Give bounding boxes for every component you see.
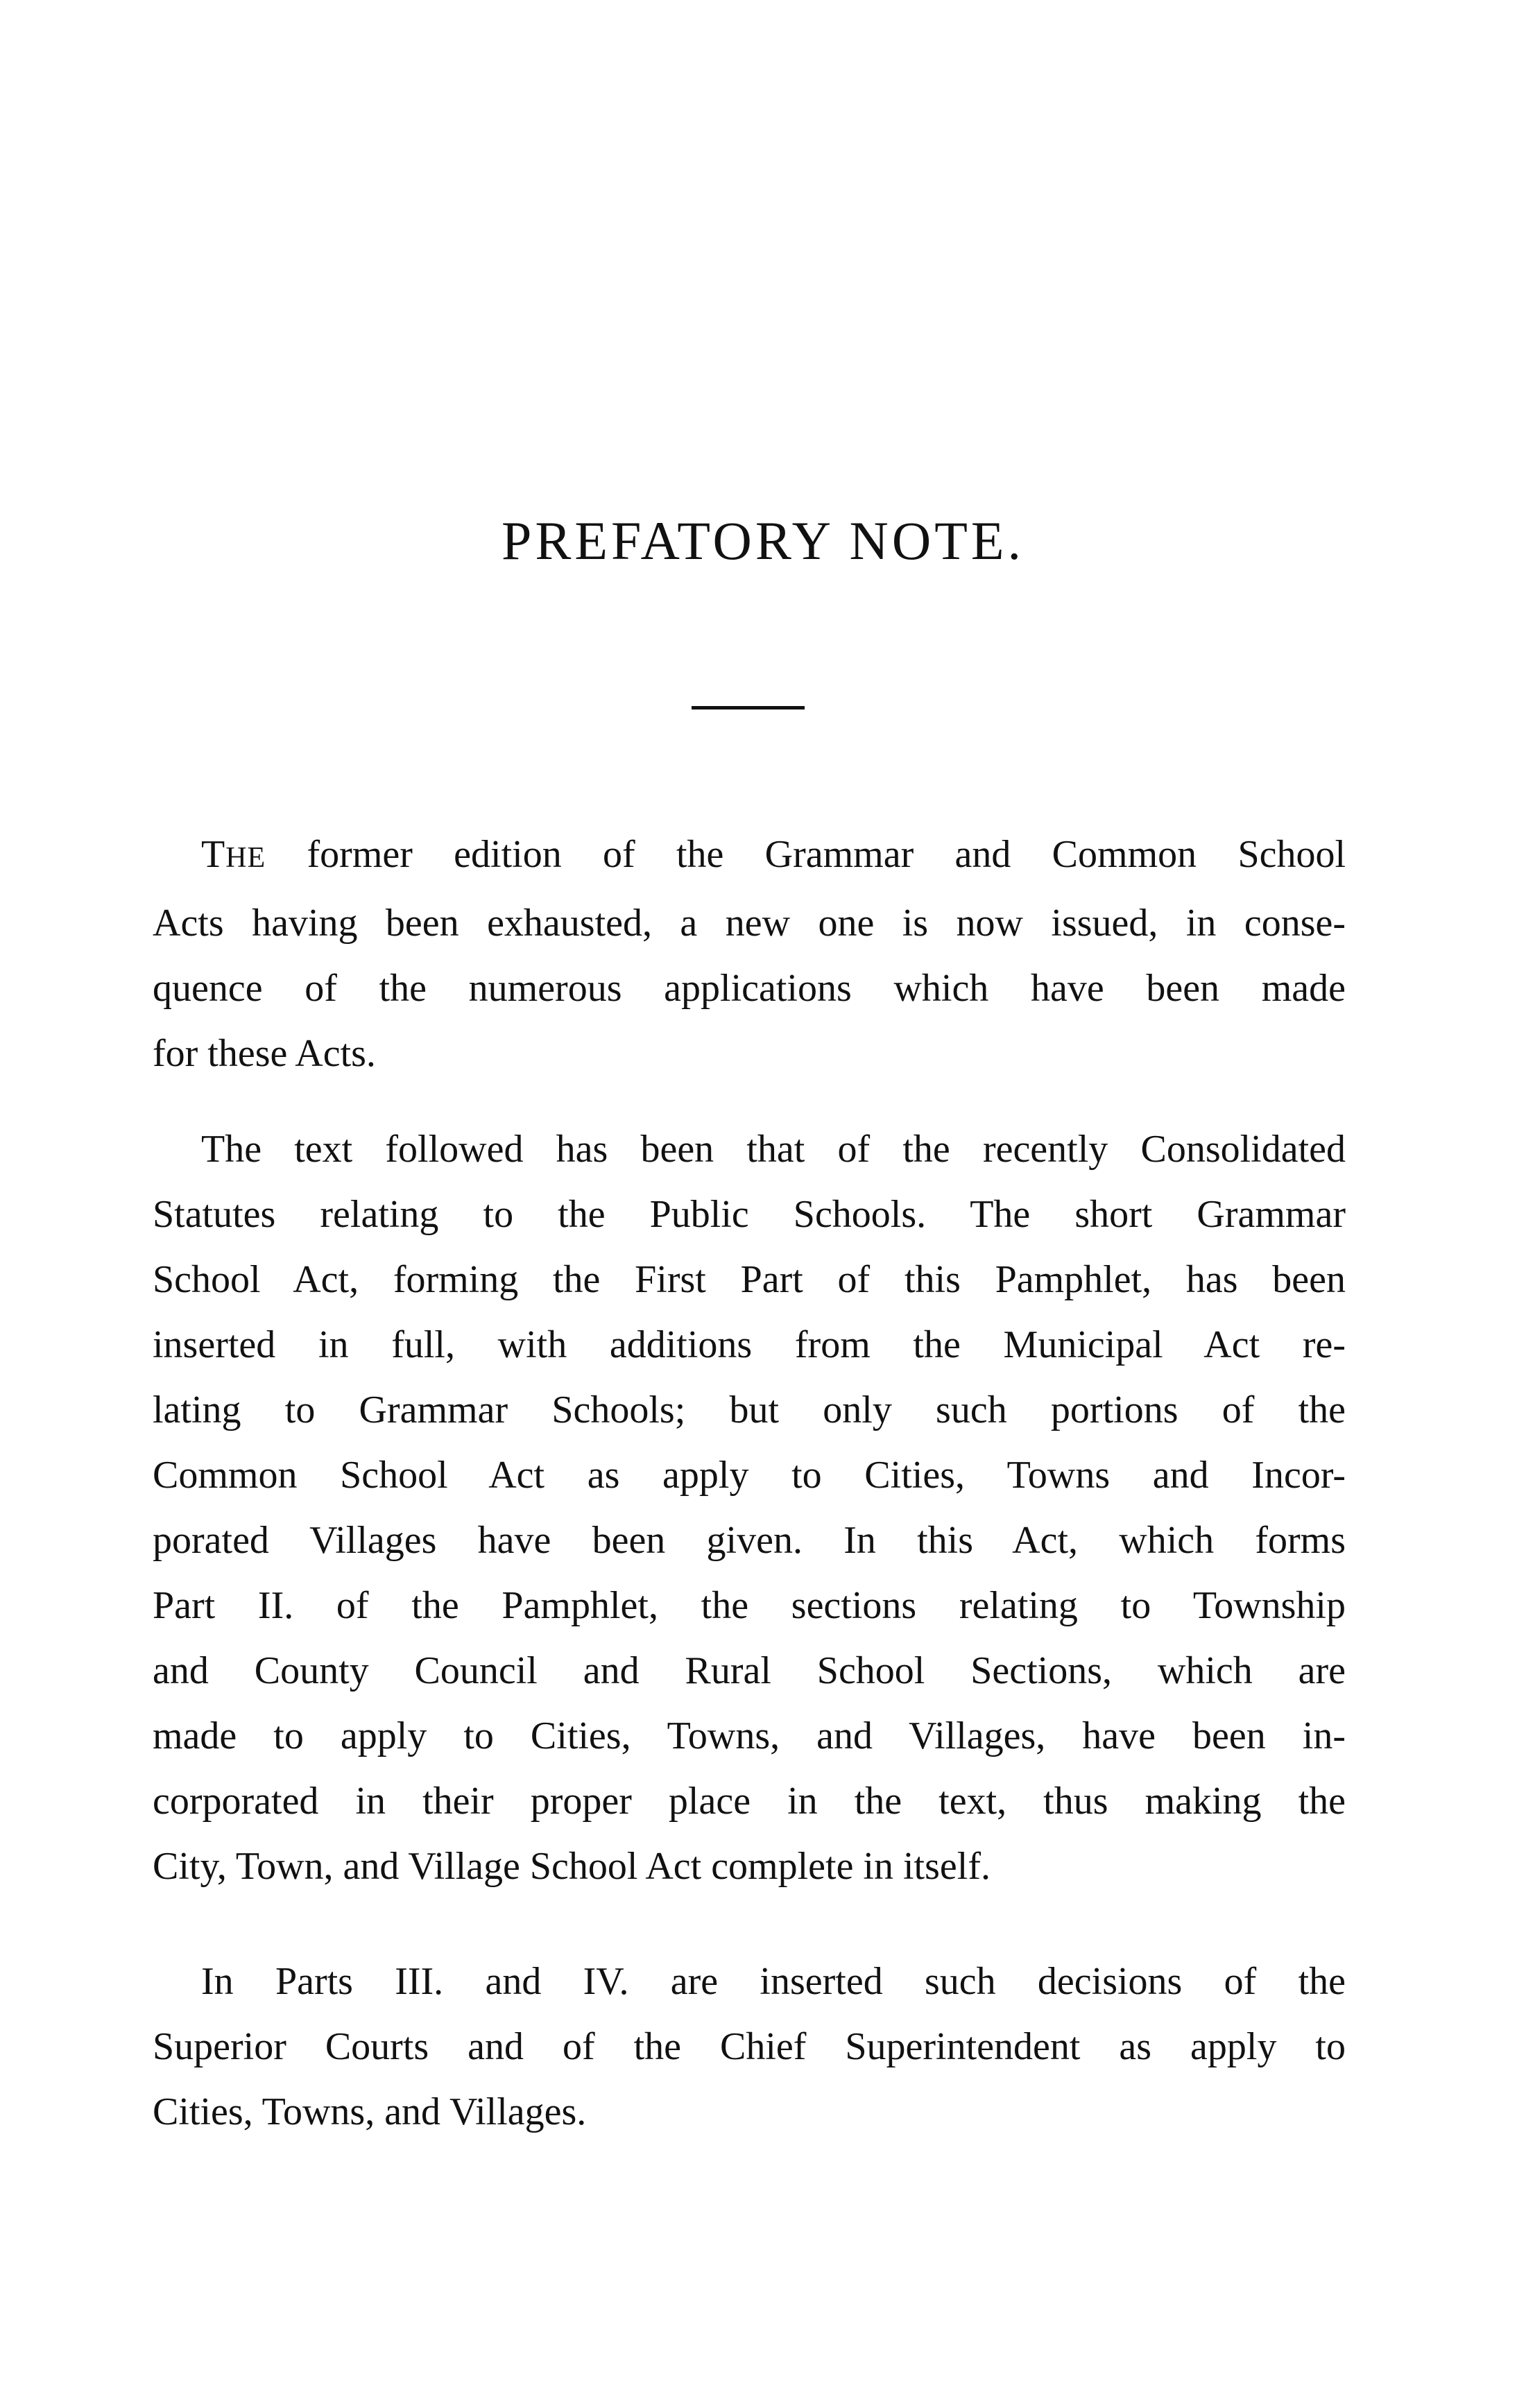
paragraph-line: made to apply to Cities, Towns, and Villages, have been in- [153, 1714, 1346, 1757]
drop-lead-word: THE [201, 833, 266, 876]
paragraph-line: Statutes relating to the Public Schools. The short Grammar [153, 1193, 1346, 1236]
paragraph-line: quence of the numerous applications which have been made [153, 967, 1346, 1010]
paragraph-line: THE former edition of the Grammar and Common School [201, 833, 1346, 876]
paragraph-line: Acts having been exhausted, a new one is now issued, in conse- [153, 902, 1346, 945]
paragraph-line: inserted in full, with additions from the Municipal Act re- [153, 1323, 1346, 1366]
paragraph-3 [153, 1949, 1346, 2144]
paragraph-line: School Act, forming the First Part of this Pamphlet, has been [153, 1258, 1346, 1301]
paragraph-line: Superior Courts and of the Chief Superintendent as apply to [153, 2025, 1346, 2068]
paragraph-line: porated Villages have been given. In this Act, which forms [153, 1519, 1346, 1562]
paragraph-2 [153, 1117, 1346, 1899]
paragraph-1 [153, 822, 1346, 1086]
paragraph-line: In Parts III. and IV. are inserted such decisions of the [201, 1960, 1346, 2003]
paragraph-line: Common School Act as apply to Cities, Towns and Incor- [153, 1454, 1346, 1497]
paragraph-line: corporated in their proper place in the text, thus making the [153, 1780, 1346, 1823]
page-title: PREFATORY NOTE. [501, 510, 1025, 571]
paragraph-line: Part II. of the Pamphlet, the sections relating to Township [153, 1584, 1346, 1627]
paragraph-line: Cities, Towns, and Villages. [153, 2090, 587, 2133]
paragraph-line: lating to Grammar Schools; but only such portions of the [153, 1388, 1346, 1431]
paragraph-line: The text followed has been that of the recently Consolidated [201, 1128, 1346, 1171]
paragraph-line: for these Acts. [153, 1032, 376, 1075]
paragraph-line: and County Council and Rural School Sections, which are [153, 1649, 1346, 1692]
paragraph-line: City, Town, and Village School Act complete in itself. [153, 1845, 991, 1888]
title-divider [692, 706, 805, 710]
